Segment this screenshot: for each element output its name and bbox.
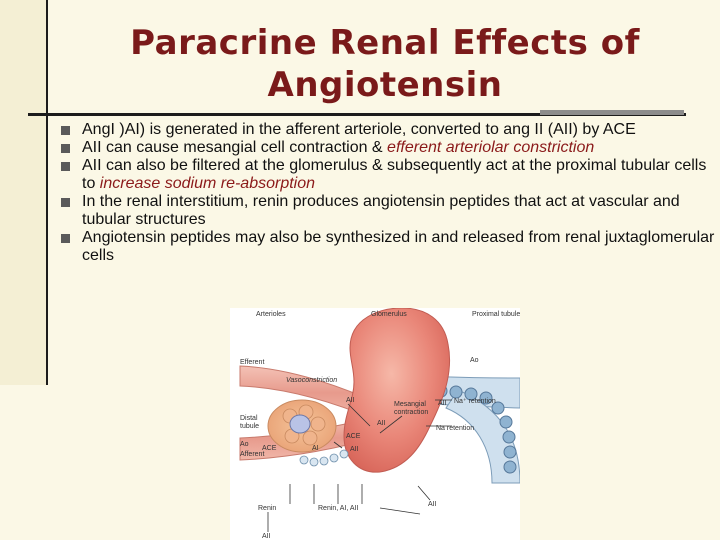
side-band	[0, 0, 48, 385]
label-al: AI	[312, 445, 319, 452]
label-all-bottom-right: AII	[428, 501, 437, 508]
header-proximal-tubule: Proximal tubule	[472, 311, 520, 318]
square-bullet-icon	[61, 198, 70, 207]
slide-title	[60, 22, 710, 106]
bullet-item	[58, 157, 718, 193]
bullet-item	[58, 139, 718, 157]
square-bullet-icon	[61, 234, 70, 243]
bullet-text: AII can also be filtered at the glomerulus & subsequently act at the proximal tubular cells to	[82, 157, 707, 192]
label-all-bottom-left: AII	[262, 533, 271, 540]
label-ace-mid: ACE	[346, 433, 361, 440]
label-tubule: tubule	[240, 423, 260, 430]
label-na-retention-tubule: Na⁺ retention	[454, 398, 496, 405]
label-all-vaso: AII	[346, 397, 355, 404]
square-bullet-icon	[61, 144, 70, 153]
macula-densa	[290, 415, 310, 433]
square-bullet-icon	[61, 162, 70, 171]
title-line-2: Angiotensin	[267, 65, 503, 105]
bullet-list	[58, 121, 718, 265]
bullet-text: AII can cause mesangial cell contraction &	[82, 139, 388, 156]
renal-diagram-svg	[230, 308, 520, 540]
glomerulus	[344, 308, 450, 472]
bullet-item	[58, 121, 718, 139]
label-afferent: Afferent	[240, 451, 265, 458]
label-ace-left: ACE	[262, 445, 277, 452]
label-all-afferent: AII	[350, 446, 359, 453]
bullet-item	[58, 229, 718, 265]
label-renin-left: Renin	[258, 505, 277, 512]
label-distal: Distal	[240, 415, 258, 422]
label-mesangial: Mesangial	[394, 401, 426, 408]
bullet-text: AngI )AI) is generated in the afferent arteriole, converted to ang II (AII) by ACE	[82, 121, 636, 138]
header-arterioles: Arterioles	[256, 311, 286, 318]
bullet-emphasis: increase sodium re-absorption	[99, 175, 316, 192]
label-vasoconstriction: Vasoconstriction	[286, 377, 338, 384]
label-efferent: Efferent	[240, 359, 265, 366]
renal-diagram	[230, 308, 520, 540]
label-na-retention-lower: Na retention	[436, 425, 475, 432]
label-contraction: contraction	[394, 409, 429, 416]
bullet-emphasis: efferent arteriolar constriction	[387, 139, 595, 156]
title-line-1: Paracrine Renal Effects of	[130, 23, 640, 63]
label-all-mesangial: AII	[377, 420, 386, 427]
bullet-item	[58, 193, 718, 229]
header-glomerulus: Glomerulus	[371, 311, 407, 318]
label-all-tubule: AII	[438, 400, 447, 407]
square-bullet-icon	[61, 126, 70, 135]
label-ao-afferent: Ao	[240, 441, 249, 448]
bullet-text: In the renal interstitium, renin produces angiotensin peptides that act at vascular and tubular structures	[82, 193, 680, 228]
label-ao-tubule: Ao	[470, 357, 479, 364]
label-renin-al: Renin, AI, AII	[318, 505, 359, 512]
bullet-text: Angiotensin peptides may also be synthesized in and released from renal juxtaglomerular cells	[82, 229, 715, 264]
title-divider-accent	[540, 110, 684, 115]
